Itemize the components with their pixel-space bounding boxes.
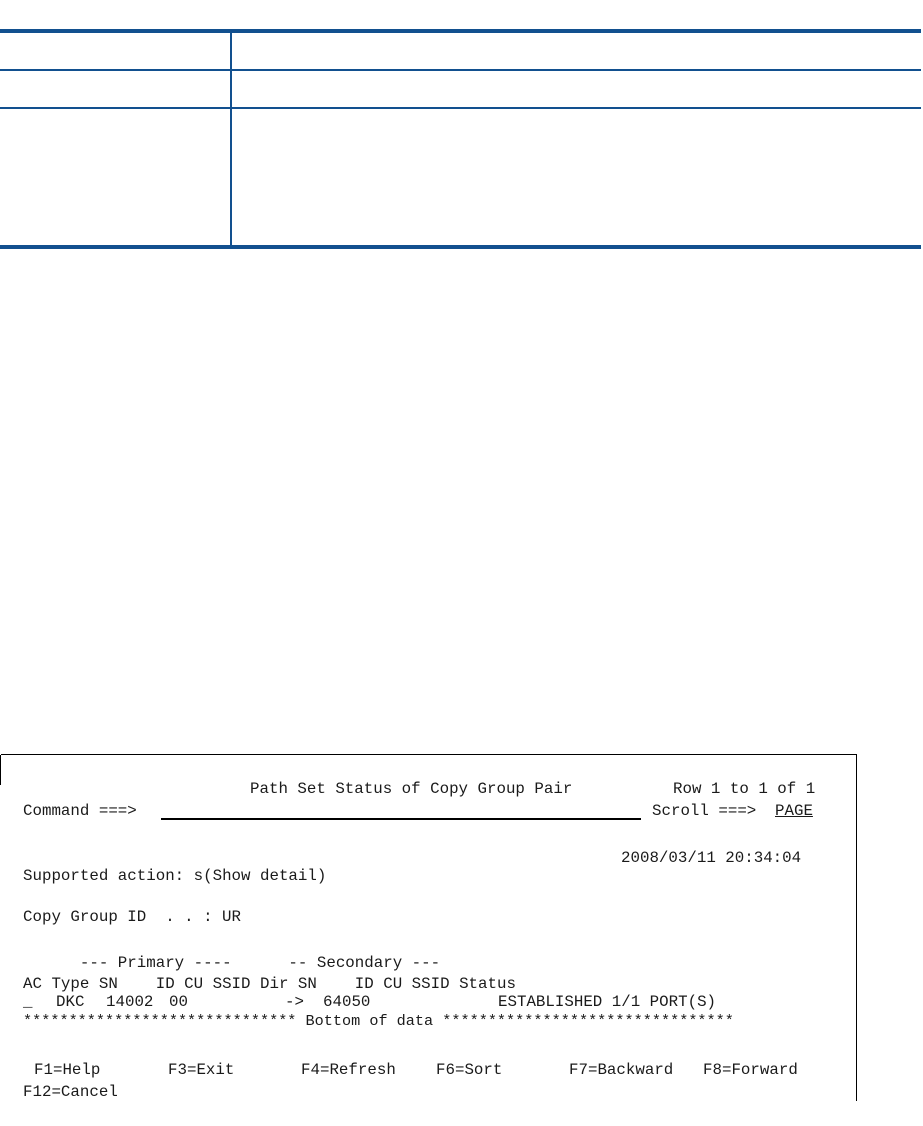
backward-key[interactable]: F7=Backward — [569, 1061, 674, 1079]
screen-border — [0, 755, 1, 785]
column-divider — [230, 71, 232, 107]
row-primary-sn: 14002 — [106, 993, 154, 1011]
command-input-line[interactable] — [161, 818, 641, 820]
cancel-key[interactable]: F12=Cancel — [23, 1083, 118, 1101]
group-header: --- Primary ---- -- Secondary --- — [23, 954, 441, 972]
row-type: DKC — [56, 993, 85, 1011]
column-header: AC Type SN ID CU SSID Dir SN ID CU SSID Status — [23, 975, 516, 993]
row-primary-id: 00 — [169, 993, 188, 1011]
row-status: ESTABLISHED 1/1 PORT(S) — [498, 993, 717, 1011]
row-secondary-sn: 64050 — [323, 993, 371, 1011]
column-divider — [230, 109, 232, 245]
supported-action: Supported action: s(Show detail) — [23, 867, 327, 885]
exit-key[interactable]: F3=Exit — [168, 1061, 235, 1079]
row-info: Row 1 to 1 of 1 — [673, 780, 816, 798]
copy-group-value: UR — [222, 908, 241, 926]
refresh-key[interactable]: F4=Refresh — [301, 1061, 396, 1079]
document-table — [0, 29, 921, 249]
sort-key[interactable]: F6=Sort — [436, 1061, 503, 1079]
row-direction: -> — [285, 993, 304, 1011]
copy-group-label: Copy Group ID . . : — [23, 908, 213, 926]
row-action-field[interactable]: _ — [23, 993, 33, 1011]
timestamp: 2008/03/11 20:34:04 — [621, 849, 802, 867]
table-row — [0, 71, 921, 109]
command-label: Command ===> — [23, 802, 137, 820]
column-divider — [230, 33, 232, 69]
scroll-label: Scroll ===> — [652, 802, 757, 820]
terminal-screen — [1, 754, 857, 1101]
help-key[interactable]: F1=Help — [34, 1061, 101, 1079]
table-row — [0, 109, 921, 245]
bottom-of-data-line: ****************************** Bottom of data ******************************** — [23, 1012, 734, 1030]
table-row — [0, 33, 921, 71]
scroll-field[interactable]: PAGE — [775, 802, 813, 820]
forward-key[interactable]: F8=Forward — [703, 1061, 798, 1079]
screen-title: Path Set Status of Copy Group Pair — [250, 780, 573, 798]
